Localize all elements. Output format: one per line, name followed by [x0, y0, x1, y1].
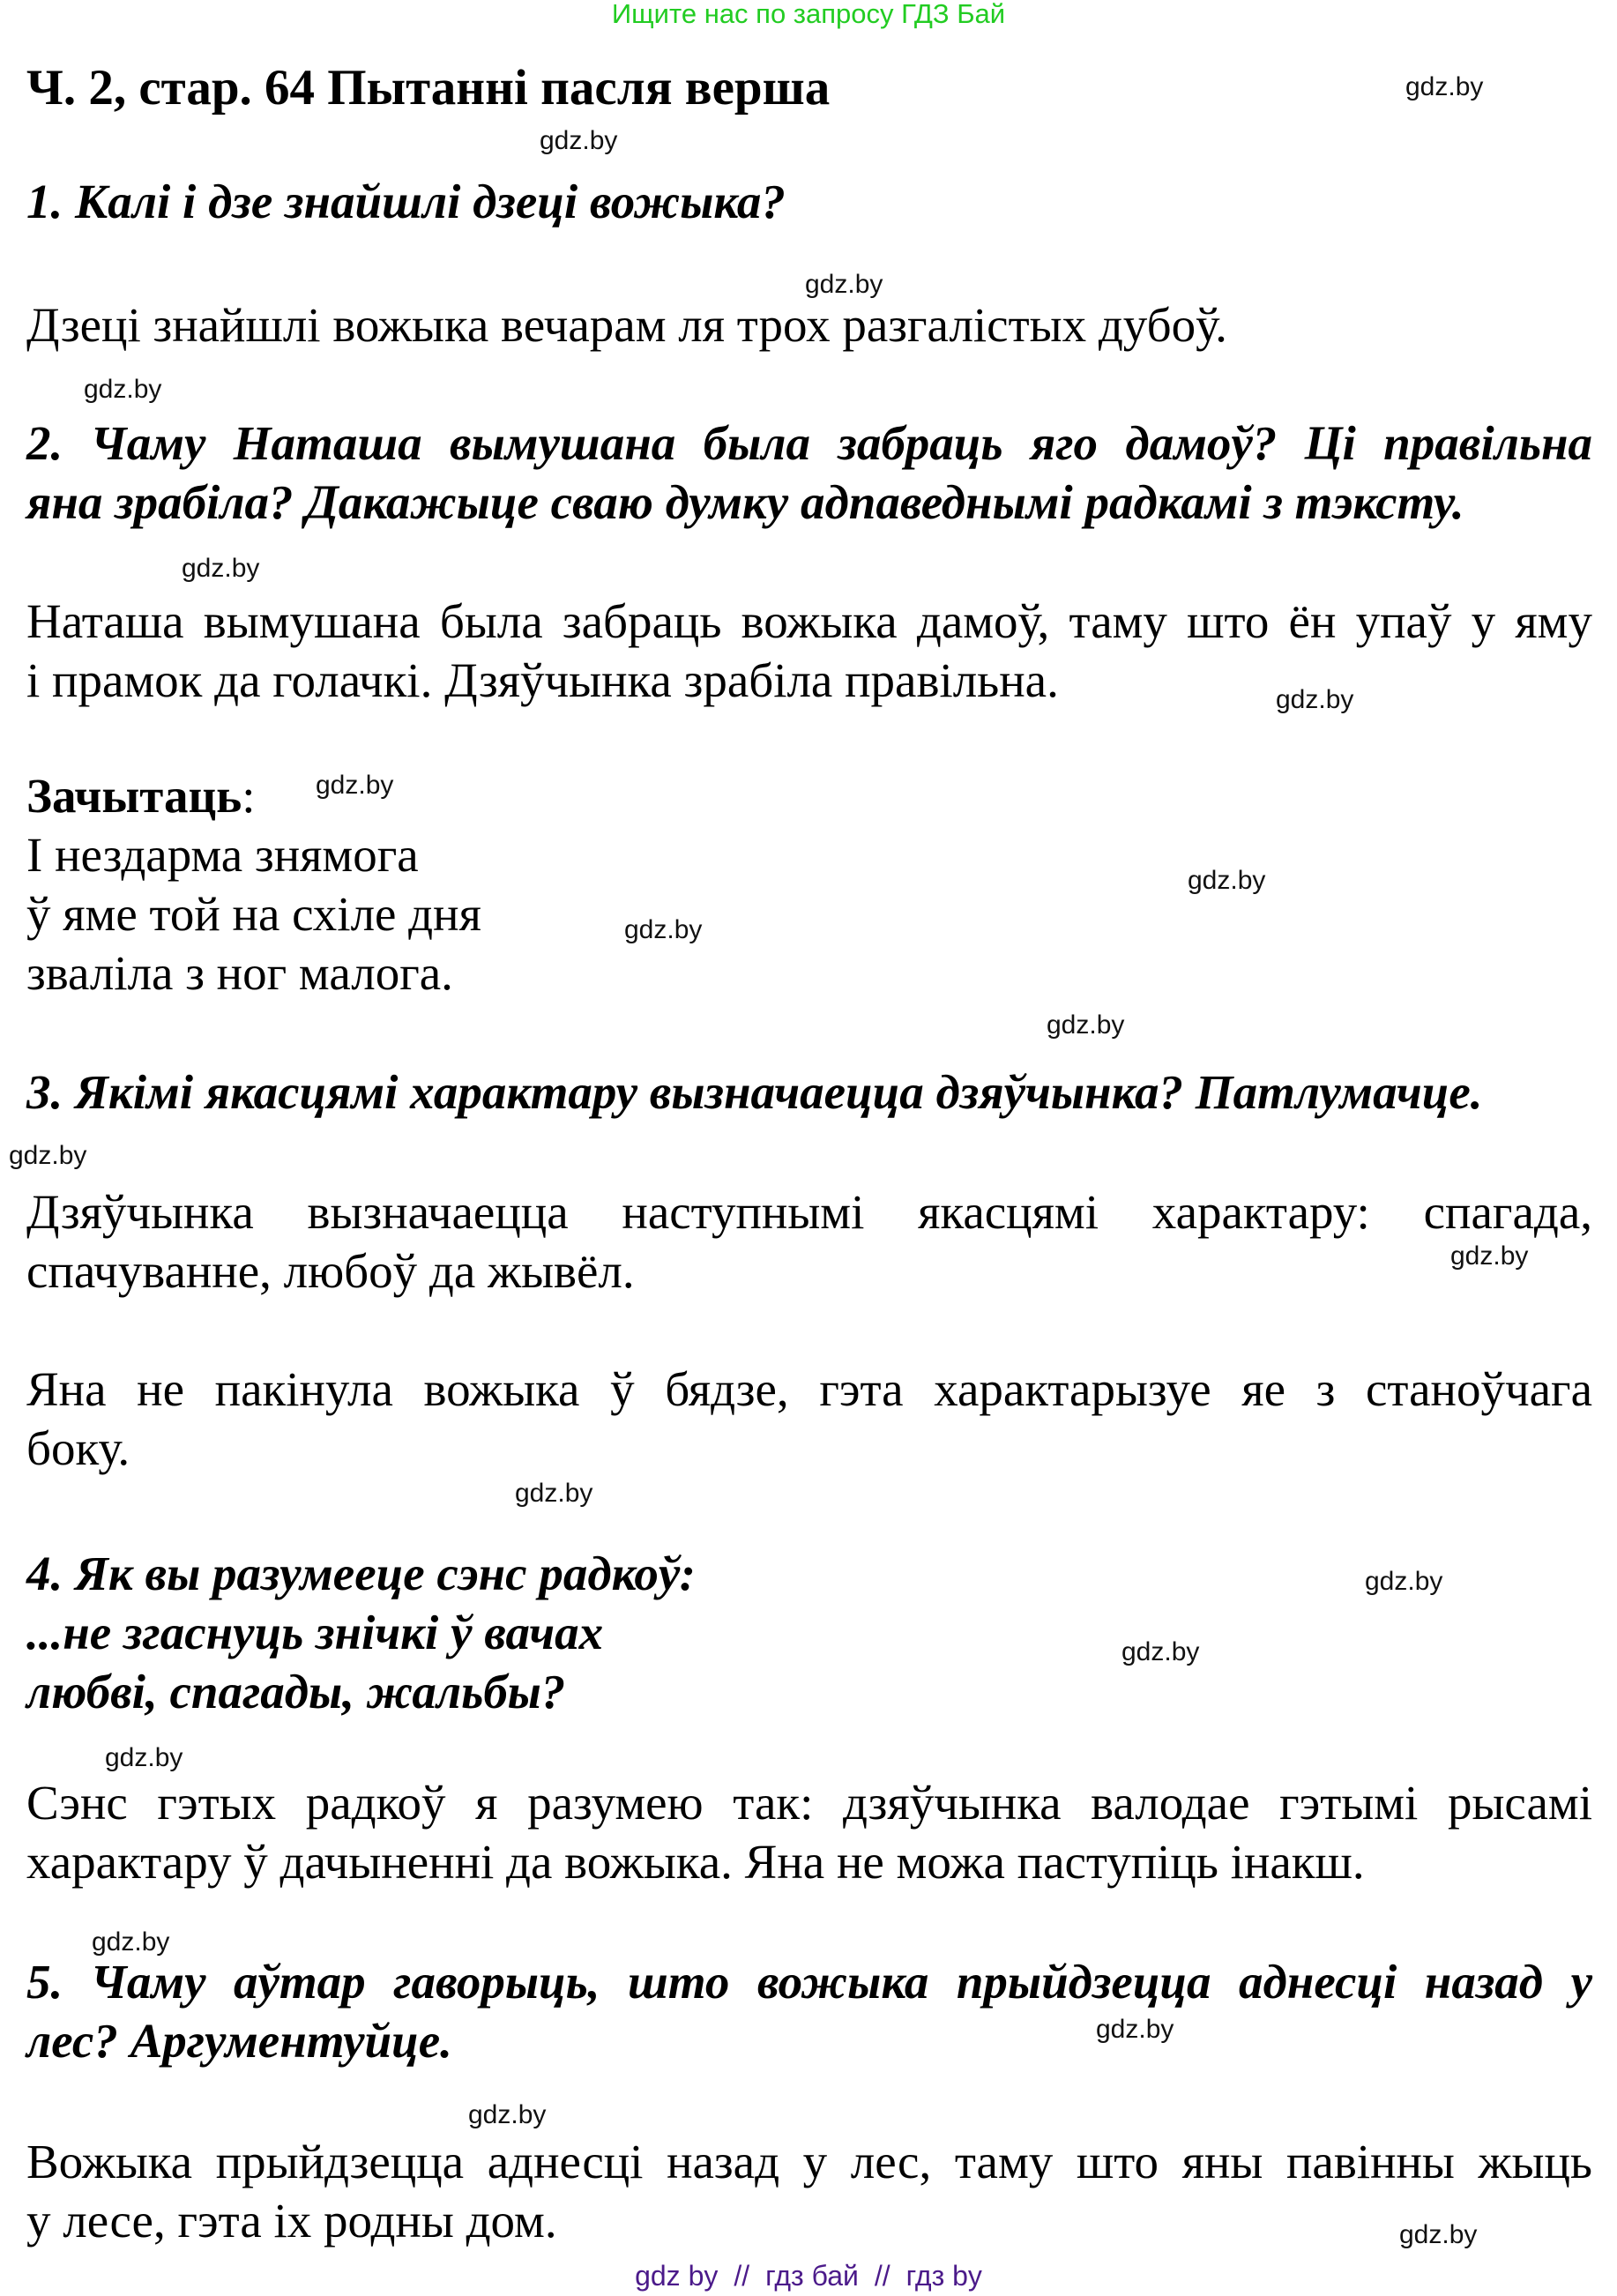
- footer-link-gdz-by[interactable]: gdz by: [635, 2260, 719, 2292]
- answer-4-line: Сэнс гэтых радкоў я разумею так: дзяўчынка валодае гэтымі рысамі: [26, 1776, 1592, 1830]
- watermark: gdz.by: [1365, 1567, 1443, 1596]
- watermark: gdz.by: [1399, 2220, 1478, 2249]
- header-banner[interactable]: Ищите нас по запросу ГДЗ Бай: [611, 0, 1006, 29]
- question-2-line: яна зрабіла? Дакажыце сваю думку адпаведнымі радкамі з тэксту.: [26, 475, 1464, 529]
- watermark: gdz.by: [805, 270, 883, 299]
- watermark: gdz.by: [105, 1743, 183, 1772]
- question-3: 3. Якімі якасцямі характару вызначаецца дзяўчынка? Патлумачце.: [26, 1065, 1483, 1119]
- watermark: gdz.by: [92, 1927, 170, 1957]
- answer-2-line: і прамок да голачкі. Дзяўчынка зрабіла правільна.: [26, 653, 1059, 707]
- question-5-line: 5. Чаму аўтар гаворыць, што вожыка прыйдзецца аднесці назад у: [26, 1955, 1592, 2009]
- quote-line: І нездарма знямога: [26, 828, 419, 882]
- watermark: gdz.by: [1405, 72, 1484, 101]
- answer-3-line: спачуванне, любоў да жывёл.: [26, 1244, 635, 1298]
- answer-4-line: характару ў дачыненні да вожыка. Яна не можа паступіць інакш.: [26, 1835, 1365, 1889]
- footer-separator: //: [734, 2260, 750, 2292]
- answer-1-line: Дзеці знайшлі вожыка вечарам ля трох разгалістых дубоў.: [26, 298, 1227, 352]
- watermark: gdz.by: [316, 771, 394, 800]
- quote-line: ў яме той на схіле дня: [26, 887, 481, 941]
- footer-link-gdz-bai[interactable]: гдз бай: [765, 2260, 859, 2292]
- watermark: gdz.by: [1188, 866, 1266, 895]
- answer-5-line: Вожыка прыйдзецца аднесці назад у лес, таму што яны павінны жыць: [26, 2135, 1592, 2188]
- watermark: gdz.by: [182, 554, 260, 583]
- question-4-line: любві, спагады, жальбы?: [26, 1665, 566, 1718]
- question-2-line: 2. Чаму Наташа вымушана была забраць яго дамоў? Ці правільна: [26, 416, 1592, 470]
- watermark: gdz.by: [84, 375, 162, 404]
- footer-link-gdz-by-cyr[interactable]: гдз by: [905, 2260, 982, 2292]
- watermark: gdz.by: [1096, 2015, 1174, 2044]
- question-5-line: лес? Аргументуйце.: [26, 2014, 452, 2068]
- answer-3-line: Дзяўчынка вызначаецца наступнымі якасцямі характару: спагада,: [26, 1185, 1592, 1239]
- watermark: gdz.by: [1450, 1241, 1529, 1271]
- watermark: gdz.by: [9, 1141, 87, 1170]
- watermark: gdz.by: [1276, 685, 1354, 714]
- question-4-line: 4. Як вы разумееце сэнс радкоў:: [26, 1547, 696, 1600]
- question-4-line: ...не згаснуць знічкі ў вачах: [26, 1606, 604, 1659]
- question-1: 1. Калі і дзе знайшлі дзеці вожыка?: [26, 175, 786, 228]
- watermark: gdz.by: [515, 1479, 593, 1508]
- answer-5-line: у лесе, гэта іх родны дом.: [26, 2194, 557, 2248]
- quote-label-text: Зачытаць: [26, 769, 242, 823]
- answer-3b-line: Яна не пакінула вожыка ў бядзе, гэта характарызуе яе з станоўчага: [26, 1362, 1592, 1416]
- watermark: gdz.by: [1121, 1637, 1200, 1666]
- footer-separator: //: [874, 2260, 890, 2292]
- page-title: Ч. 2, стар. 64 Пытанні пасля верша: [26, 60, 831, 116]
- watermark: gdz.by: [624, 915, 703, 944]
- answer-3b-line: боку.: [26, 1421, 130, 1475]
- footer-links: [0, 2259, 1617, 2292]
- answer-2-line: Наташа вымушана была забраць вожыка дамоў, таму што ён упаў у яму: [26, 594, 1592, 648]
- watermark: gdz.by: [540, 126, 618, 155]
- quote-label-colon: :: [242, 769, 256, 823]
- watermark: gdz.by: [1047, 1010, 1125, 1040]
- watermark: gdz.by: [468, 2100, 547, 2129]
- quote-label: [26, 767, 256, 825]
- quote-line: зваліла з ног малога.: [26, 946, 453, 1000]
